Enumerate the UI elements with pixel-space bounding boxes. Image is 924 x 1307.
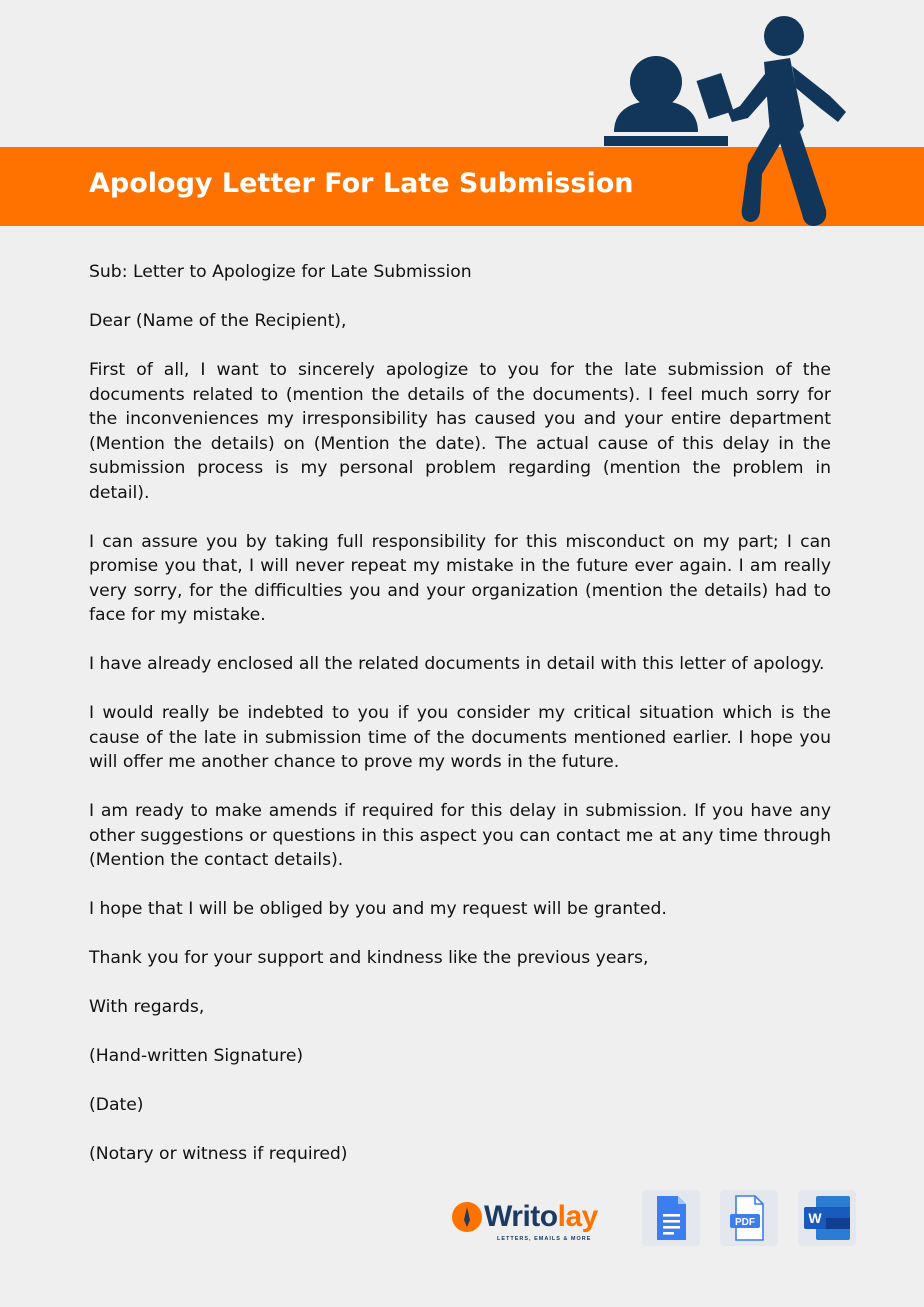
- word-icon: [798, 1190, 856, 1246]
- letter-signature: (Hand-written Signature): [89, 1046, 304, 1066]
- letter-paragraph: I would really be indebted to you if you consider my critical situation which is the cause of the late in submission time of the documents mentioned earlier. I hope you will offer me another chance to prove my words in the future.: [89, 703, 831, 772]
- letter-body: [89, 260, 831, 1191]
- letter-paragraph: First of all, I want to sincerely apologize to you for the late submission of the documents related to (mention the details of the documents). I feel much sorry for the inconveniences my irresponsibility has caused you and your entire department (Mention the details) on (Mention the date). The actual cause of this delay in the submission process is my personal problem regarding (mention the problem in detail).: [89, 360, 831, 503]
- google-docs-download-button[interactable]: [642, 1190, 700, 1246]
- letter-paragraph: Thank you for your support and kindness like the previous years,: [89, 948, 649, 968]
- document-sheet: [696, 73, 733, 119]
- pdf-download-button[interactable]: [720, 1190, 778, 1246]
- letter-paragraph: I am ready to make amends if required for this delay in submission. If you have any other suggestions or questions in this aspect you can contact me at any time through (Mention the contact details).: [89, 801, 831, 870]
- office-illustration: [600, 14, 860, 234]
- letter-paragraph: I have already enclosed all the related documents in detail with this letter of apology.: [89, 654, 825, 674]
- letter-paragraph: I can assure you by taking full responsibility for this misconduct on my part; I can promise you that, I will never repeat my mistake in the future ever again. I am really very sorry, for the difficulties you and your organization (mention the details) had to face for my mistake.: [89, 531, 831, 625]
- page-title: Apology Letter For Late Submission: [89, 168, 634, 199]
- letter-notary: (Notary or witness if required): [89, 1144, 348, 1164]
- letter-salutation: Dear (Name of the Recipient),: [89, 311, 347, 331]
- writolay-logo[interactable]: [452, 1198, 622, 1242]
- footer: [450, 1190, 860, 1250]
- word-label: W: [808, 1210, 822, 1226]
- pdf-icon: [720, 1190, 778, 1246]
- google-docs-icon: [642, 1190, 700, 1246]
- seated-person-body: [614, 100, 698, 132]
- word-download-button[interactable]: [798, 1190, 856, 1246]
- logo-brand-main: Writo: [484, 1200, 558, 1233]
- desk: [604, 136, 728, 146]
- letter-closing: With regards,: [89, 997, 205, 1017]
- pdf-label: PDF: [735, 1217, 755, 1228]
- logo-tagline: LETTERS, EMAILS & MORE: [497, 1236, 592, 1242]
- standing-person-head: [764, 16, 804, 56]
- letter-subject: Sub: Letter to Apologize for Late Submission: [89, 262, 472, 282]
- pen-icon: [452, 1202, 482, 1232]
- letter-date: (Date): [89, 1095, 144, 1115]
- logo-brand-accent: lay: [557, 1200, 598, 1233]
- letter-paragraph: I hope that I will be obliged by you and my request will be granted.: [89, 899, 667, 919]
